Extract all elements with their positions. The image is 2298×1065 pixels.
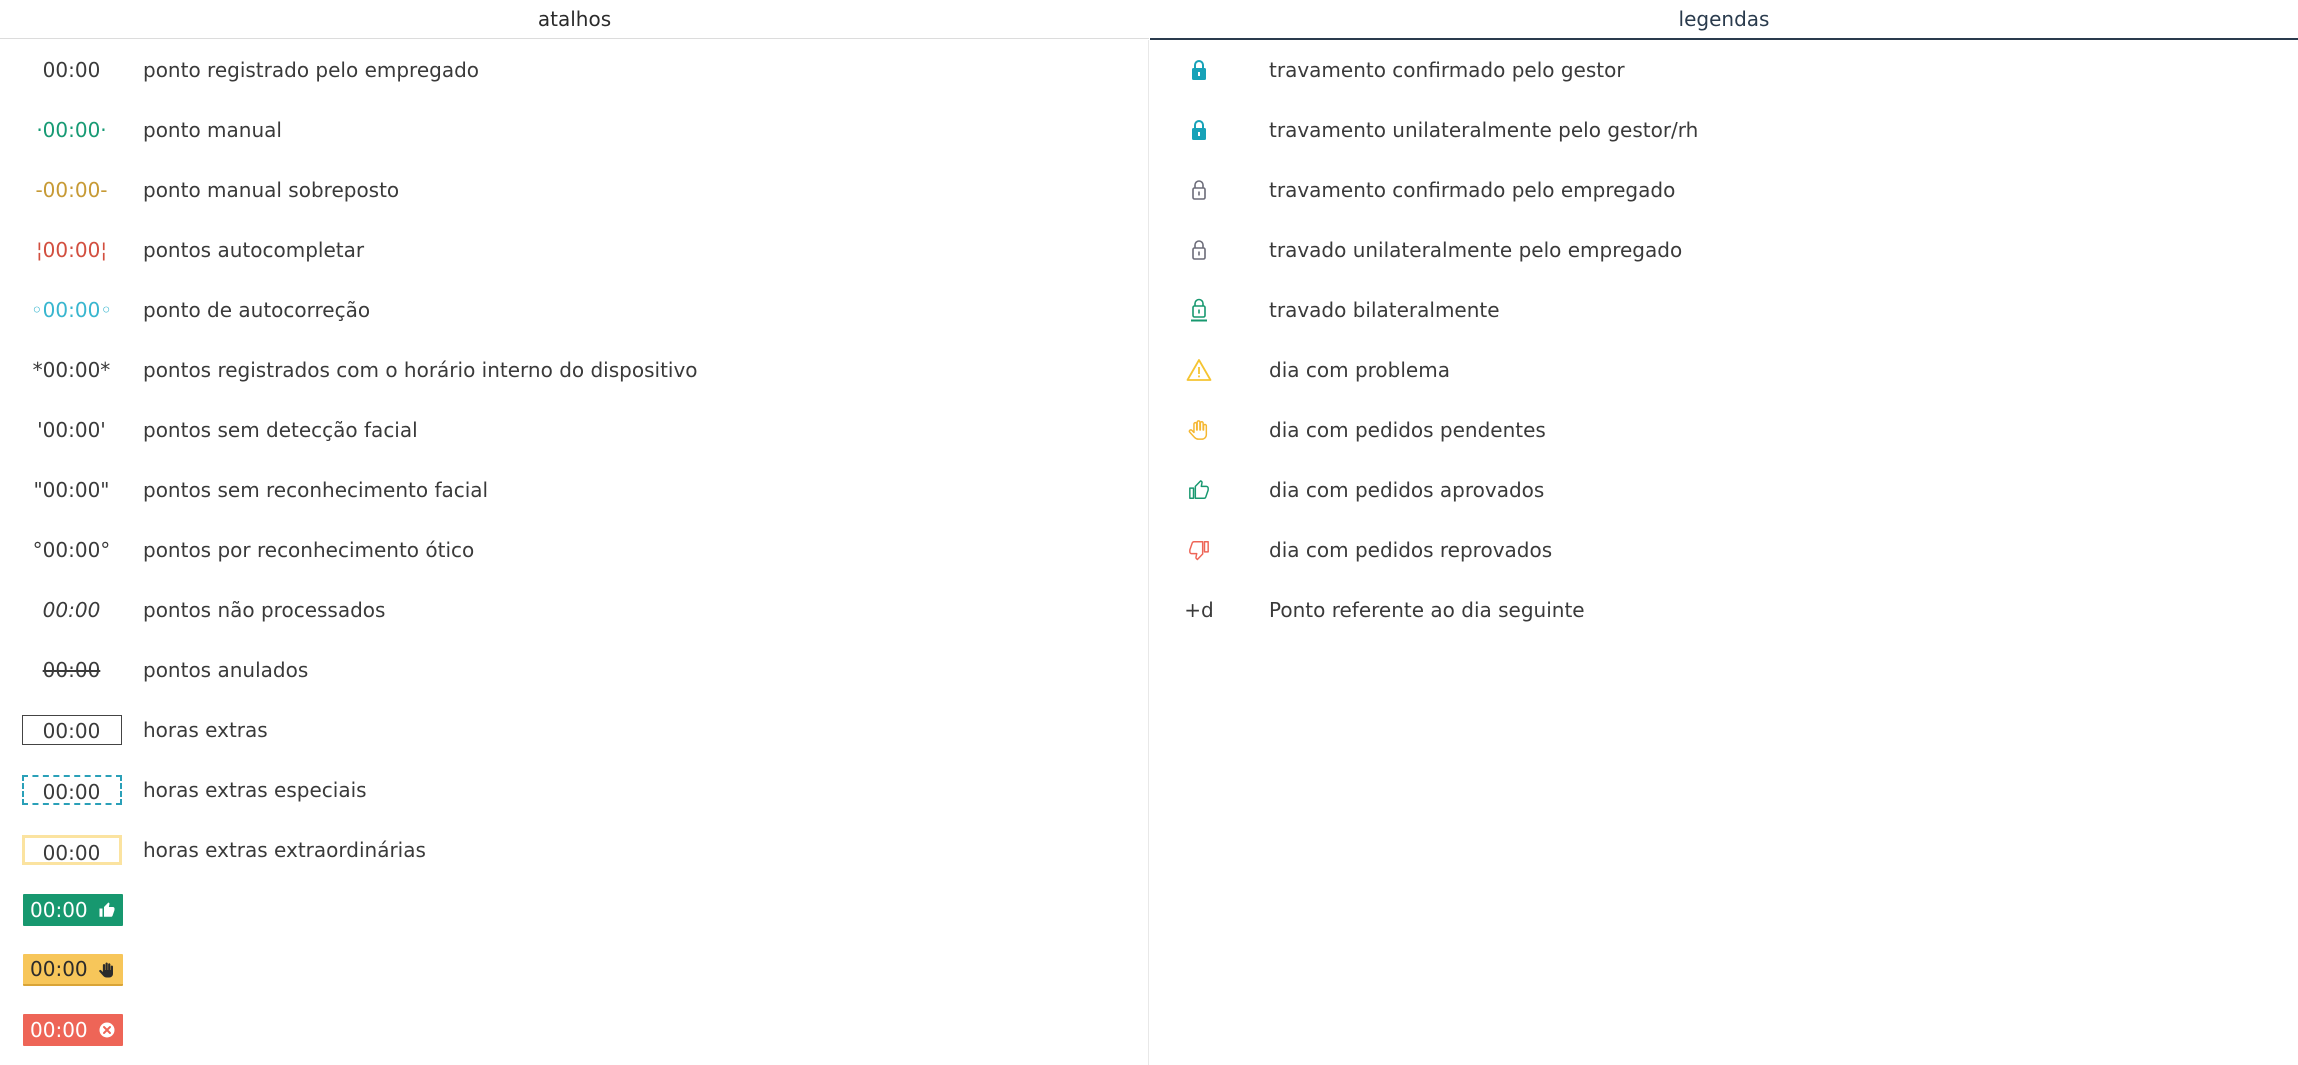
item-description: travamento unilateralmente pelo gestor/rh [1269, 118, 1699, 142]
lock-outline-icon [1190, 179, 1208, 201]
sample-autocorrection: ◦00:00◦ [30, 298, 113, 322]
sample-annulled: 00:00 [42, 658, 101, 682]
list-item [0, 230, 1140, 270]
list-item [1150, 110, 2290, 150]
list-item [1150, 290, 2290, 330]
badge-pending [23, 954, 123, 986]
warning-icon [1186, 358, 1212, 382]
list-item [0, 590, 1140, 630]
list-item [0, 830, 1140, 870]
item-description: pontos sem detecção facial [143, 418, 418, 442]
sample-autocomplete: ¦00:00¦ [35, 238, 108, 262]
badge-label: 00:00 [30, 898, 88, 922]
hand-icon [98, 961, 116, 979]
thumbs-down-icon [1188, 539, 1210, 561]
item-description: travado unilateralmente pelo empregado [1269, 238, 1683, 262]
sample-no-face-recognition: "00:00" [33, 478, 110, 502]
sample-special-overtime: 00:00 [22, 775, 122, 805]
badge-approved [23, 894, 123, 926]
list-item [0, 110, 1140, 150]
list-item [0, 50, 1140, 90]
item-description: travado bilateralmente [1269, 298, 1500, 322]
column-divider [1148, 40, 1149, 1065]
item-description: dia com pedidos aprovados [1269, 478, 1545, 502]
sample-manual-overlap: -00:00- [35, 178, 108, 202]
list-item [1150, 350, 2290, 390]
item-description: ponto registrado pelo empregado [143, 58, 480, 82]
item-description: Ponto referente ao dia seguinte [1269, 598, 1585, 622]
list-item [1150, 170, 2290, 210]
lock-filled-icon [1190, 119, 1208, 141]
list-item [0, 290, 1140, 330]
list-item [0, 410, 1140, 450]
list-item [1150, 50, 2290, 90]
sample-optical-recognition: °00:00° [32, 538, 111, 562]
item-description: pontos não processados [143, 598, 386, 622]
item-description: horas extras especiais [143, 778, 367, 802]
lock-bilateral-icon [1190, 298, 1208, 322]
next-day-marker: +d [1184, 598, 1214, 622]
thumbs-up-icon [1188, 479, 1210, 501]
item-description: dia com pedidos reprovados [1269, 538, 1553, 562]
item-description: dia com problema [1269, 358, 1450, 382]
item-description: pontos registrados com o horário interno do dispositivo [143, 358, 698, 382]
item-description: pontos anulados [143, 658, 309, 682]
list-item [1150, 410, 2290, 450]
sample-no-face-detection: '00:00' [37, 418, 106, 442]
sample-device-time: *00:00* [32, 358, 111, 382]
list-item [1150, 230, 2290, 270]
badge-label: 00:00 [30, 957, 88, 981]
badge-rejected [23, 1014, 123, 1046]
list-item [0, 350, 1140, 390]
lock-filled-icon [1190, 59, 1208, 81]
item-description: ponto manual sobreposto [143, 178, 400, 202]
tab-bar [0, 0, 2298, 40]
item-description: ponto manual [143, 118, 282, 142]
tab-legendas[interactable]: legendas [1150, 0, 2298, 40]
item-description: ponto de autocorreção [143, 298, 371, 322]
item-description: dia com pedidos pendentes [1269, 418, 1546, 442]
item-description: pontos por reconhecimento ótico [143, 538, 475, 562]
list-item [0, 470, 1140, 510]
sample-manual: ·00:00· [36, 118, 107, 142]
sample-overtime: 00:00 [22, 715, 122, 745]
thumbs-up-icon [98, 901, 116, 919]
tab-atalhos[interactable]: atalhos [0, 0, 1149, 39]
item-description: pontos autocompletar [143, 238, 365, 262]
hand-icon [1188, 419, 1210, 441]
item-description: travamento confirmado pelo empregado [1269, 178, 1676, 202]
list-item [1150, 590, 2290, 630]
item-description: pontos sem reconhecimento facial [143, 478, 489, 502]
list-item [0, 770, 1140, 810]
sample-unprocessed: 00:00 [42, 598, 101, 622]
item-description: horas extras extraordinárias [143, 838, 426, 862]
sample-extraordinary-overtime: 00:00 [22, 835, 122, 865]
list-item [0, 650, 1140, 690]
list-item [1150, 470, 2290, 510]
list-item [0, 530, 1140, 570]
item-description: travamento confirmado pelo gestor [1269, 58, 1625, 82]
item-description: horas extras [143, 718, 268, 742]
sample-registered: 00:00 [42, 58, 101, 82]
close-circle-icon [98, 1021, 116, 1039]
list-item [0, 170, 1140, 210]
list-item [0, 710, 1140, 750]
badge-label: 00:00 [30, 1018, 88, 1042]
lock-outline-icon [1190, 239, 1208, 261]
list-item [1150, 530, 2290, 570]
